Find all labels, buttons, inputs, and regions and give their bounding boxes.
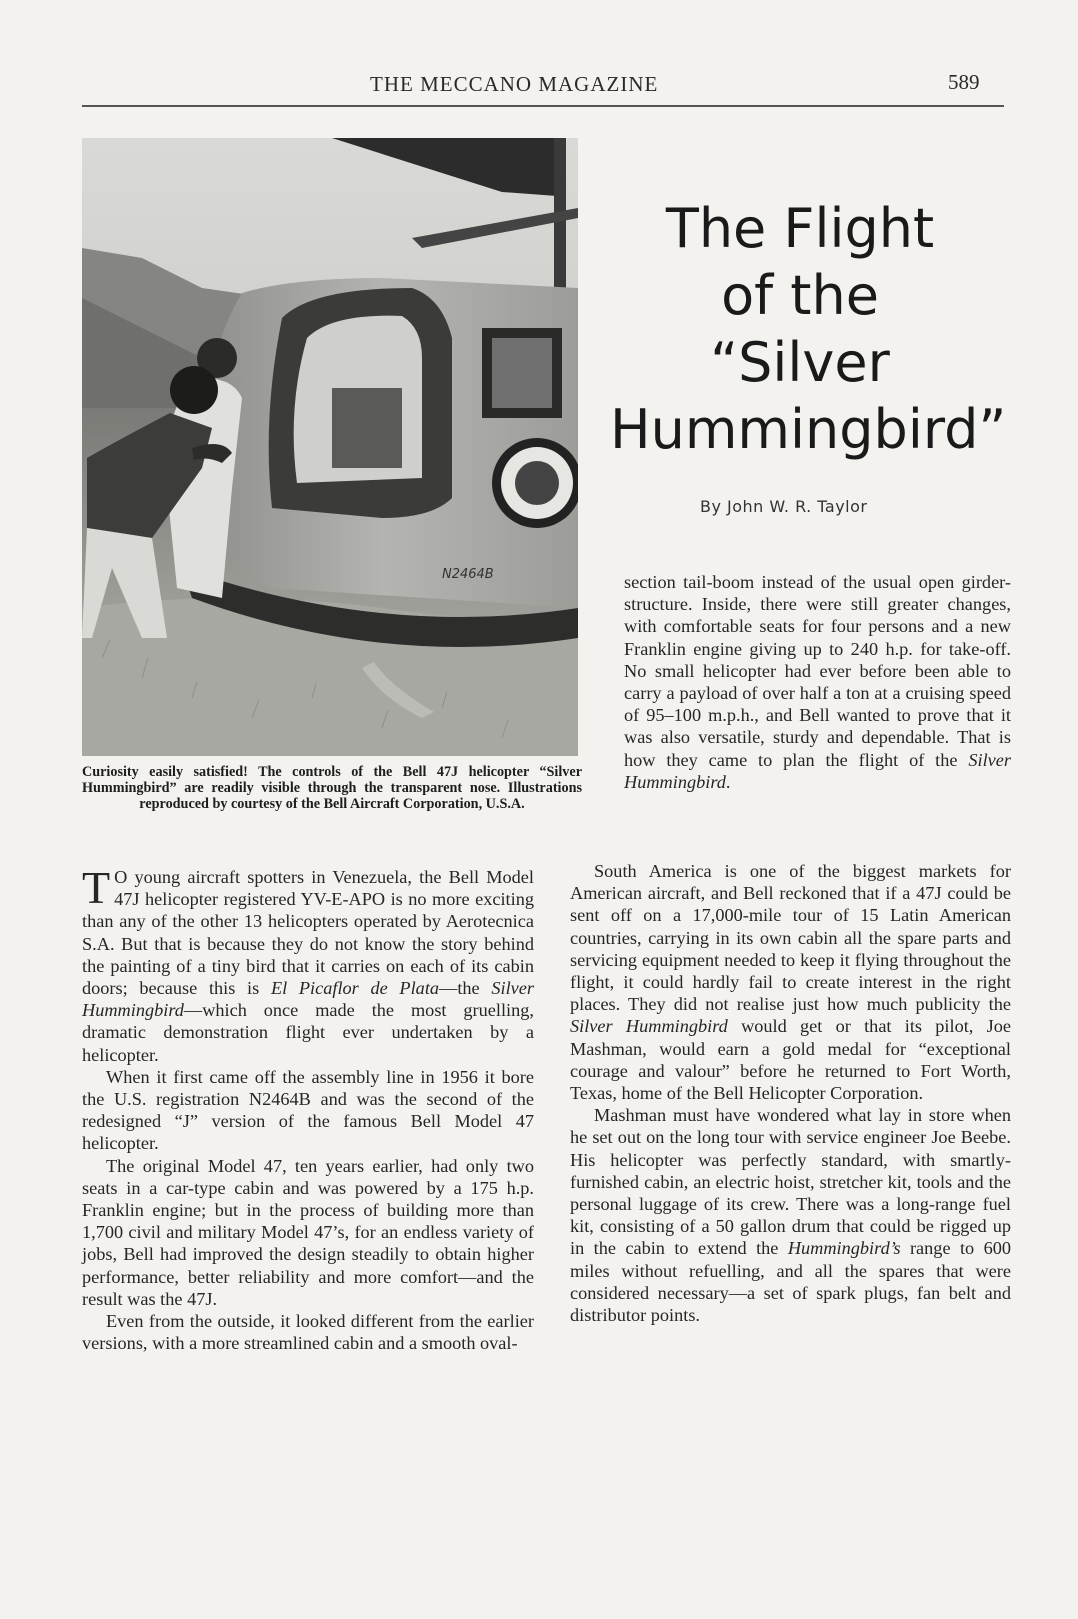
title-line-3: “Silver [710,331,890,394]
drop-cap: T [82,862,111,913]
paragraph: Even from the outside, it looked different from the earlier versions, with a more streamlined cabin and a smooth oval- [82,1311,534,1354]
italic-run: Silver Hummingbird [624,749,1011,792]
text-run: section tail-boom instead of the usual open girder-structure. Inside, there were still greater changes, with comfortable seats for four persons and a new Franklin engine giving up to 240 h.p. for take-off. No small helicopter had ever before been able to carry a payload of over half a ton at a cruising speed of 95–100 m.p.h., and Bell wanted to prove that it was also versatile, sturdy and dependable. That is how they came to plan the flight of the [624,572,1011,770]
left-column [82,862,535,1354]
title-line-2: of the [721,264,879,327]
photo-caption: Curiosity easily satisfied! The controls of the Bell 47J helicopter “Silver Hummingbird” are readily visible through the transparent nose. Illustrations reproduced by courtesy of the Bell Aircraft Corporation, U.S.A. [82,764,582,812]
text-run: would get or that its pilot, Joe Mashman, would earn a gold medal for “exceptional courage and valour” before he returned to Fort Worth, Texas, home of the Bell Helicopter Corporation. [570,1016,1011,1104]
helicopter-photo [82,138,578,756]
text-run: O young aircraft spotters in Venezuela, the Bell Model 47J helicopter registered YV-E-APO is no more exciting than any of the other 13 helicopters operated by Aerotecnica S.A. But that is because they do not know the story behind the painting of a tiny bird that it carries on each of its cabin doors; because this is [82,867,534,999]
article-title [610,195,1007,463]
header-divider [82,105,1004,107]
italic-run: Hummingbird’s [787,1238,901,1259]
page-number: 589 [948,70,980,94]
opening-paragraph [82,862,535,1066]
right-column [570,860,1011,1326]
text-run: —which once made the most gruelling, dramatic demonstration flight ever undertaken by a helicopter. [82,1000,534,1065]
paragraph: When it first came off the assembly line in 1956 it bore the U.S. registration N2464B and was the second of the redesigned “J” version of the famous Bell Model 47 helicopter. [82,1066,534,1154]
italic-run: Silver Hummingbird [570,1016,728,1037]
title-line-4: Hummingbird” [610,398,1007,461]
byline: By John W. R. Taylor [700,497,868,516]
text-run: —the [439,978,492,999]
title-line-1: The Flight [665,197,935,260]
registration-marking: N2464B [442,567,494,582]
paragraph [570,860,1011,1104]
italic-run: Silver Hummingbird [82,978,535,1021]
paragraph: The original Model 47, ten years earlier, had only two seats in a car-type cabin and was powered by a 175 h.p. Franklin engine; but in the process of building more than 1,700 civil and military Model 47’s, for an endless variety of jobs, Bell had improved the design steadily to obtain higher performance, better reliability and more comfort—and the result was the 47J. [82,1155,534,1309]
paragraph [570,1104,1011,1326]
paragraph [624,571,1011,793]
magazine-title: THE MECCANO MAGAZINE [370,72,659,96]
text-run: . [725,771,731,792]
italic-run: El Picaflor de Plata [270,978,440,999]
text-run: South America is one of the biggest markets for American aircraft, and Bell reckoned that if a 47J could be sent off on a 17,000-mile tour of 15 Latin American countries, carrying in its own cabin all the spare parts and servicing equipment needed to keep it flying throughout the flight, it could hardly fail to create interest in the right places. They did not realise just how much publicity the [570,861,1011,1015]
text-run: range to 600 miles without refuelling, and all the spares that were considered necessary—a set of spark plugs, fan belt and distributor points. [570,1238,1011,1326]
text-run: Mashman must have wondered what lay in store when he set out on the long tour with service engineer Joe Beebe. His helicopter was perfectly standard, with smartly-furnished cabin, an electric hoist, stretcher kit, tools and the personal luggage of its crew. There was a long-range fuel kit, consisting of a 50 gallon drum that could be rigged up in the cabin to extend the [570,1105,1011,1259]
right-column-top [624,571,1011,793]
